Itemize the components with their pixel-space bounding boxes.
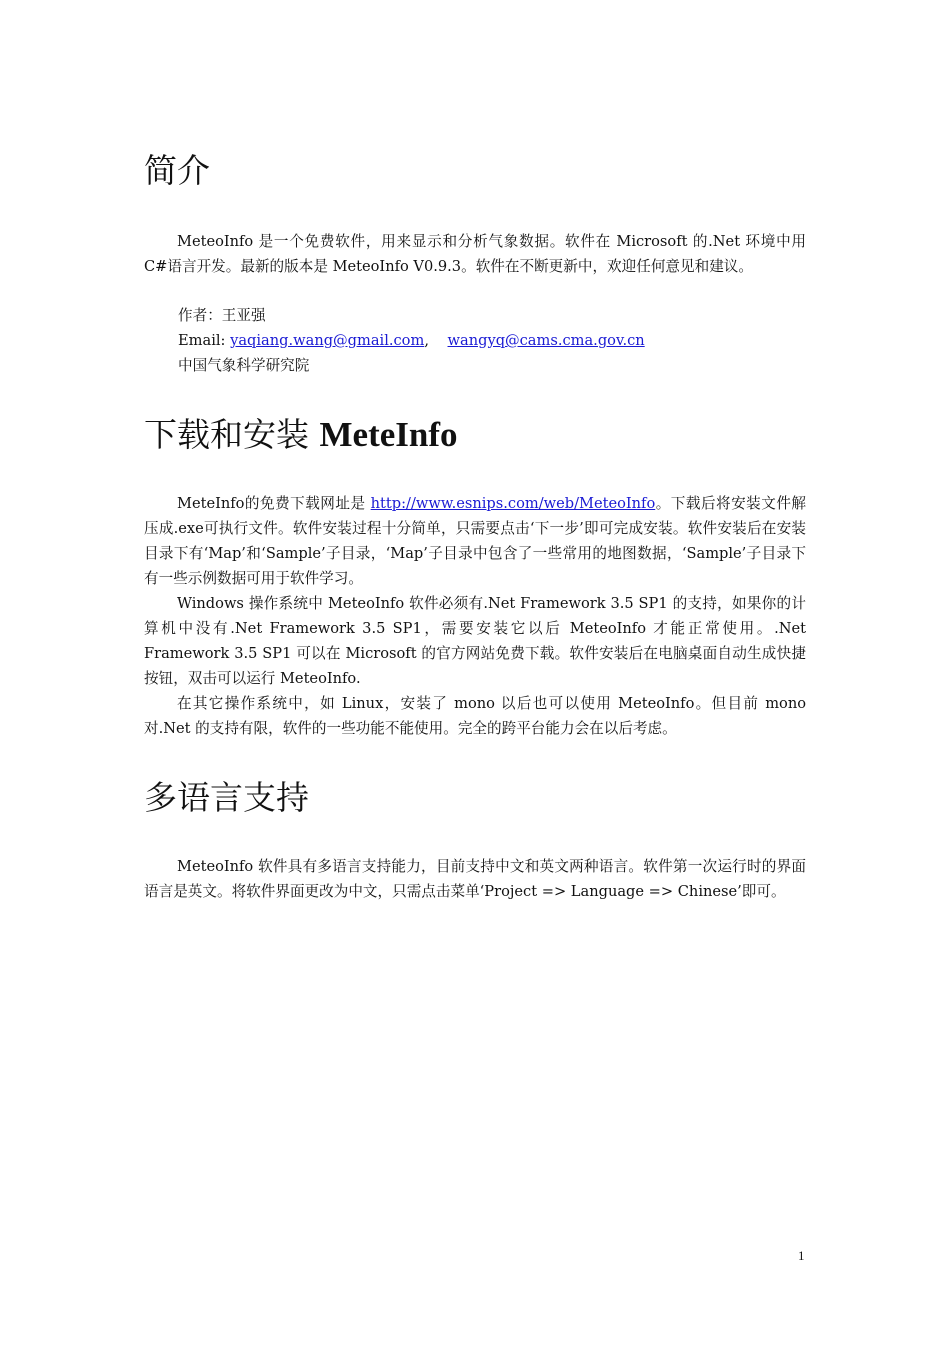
intro-paragraph: MeteoInfo 是一个免费软件，用来显示和分析气象数据。软件在 Microsoft 的.Net 环境中用 C#语言开发。最新的版本是 MeteoInfo V0.9.3。软件在不断更新中，欢迎任何意见和建议。 <box>144 233 806 275</box>
download-text-post: 。下载后将安装文件解压成.exe可执行文件。软件安装过程十分简单，只需要点击‘下一步’即可完成安装。软件安装后在安装目录下有‘Map’和‘Sample’子目录，‘Map’子目录中包含了一些常用的地图数据，‘Sample’子目录下有一些示例数据可用于软件学习。 <box>144 495 806 587</box>
download-text-pre: MeteInfo的免费下载网址是 <box>177 495 371 512</box>
download-paragraph-1 <box>144 491 806 591</box>
download-paragraph-3: 在其它操作系统中，如 Linux，安装了 mono 以后也可以使用 MeteoInfo。但目前 mono 对.Net 的支持有限，软件的一些功能不能使用。完全的跨平台能力会在以后考虑。 <box>144 695 806 737</box>
author-line: 作者：王亚强 <box>178 307 266 324</box>
section-heading-language: 多语言支持 <box>144 778 309 817</box>
language-paragraph: MeteoInfo 软件具有多语言支持能力，目前支持中文和英文两种语言。软件第一次运行时的界面语言是英文。将软件界面更改为中文，只需点击菜单‘Project => Language => Chinese’即可。 <box>144 858 806 900</box>
page-number: 1 <box>798 1248 805 1263</box>
email-link-cams[interactable]: wangyq@cams.cma.gov.cn <box>447 332 645 349</box>
email-line <box>178 328 645 353</box>
section-heading-download <box>144 415 458 455</box>
email-label: Email: <box>178 332 231 349</box>
section-heading-intro: 简介 <box>144 151 210 190</box>
email-separator: , <box>424 332 429 349</box>
heading-download-cn: 下载和安装 <box>144 415 320 454</box>
download-paragraph-2: Windows 操作系统中 MeteoInfo 软件必须有.Net Framework 3.5 SP1 的支持，如果你的计算机中没有.Net Framework 3.5 SP1，需要安装它以后 MeteoInfo 才能正常使用。.Net Framework 3.5 SP1 可以在 Microsoft 的官方网站免费下载。软件安装后在电脑桌面自动生成快捷按钮，双击可以运行 MeteoInfo. <box>144 595 806 687</box>
organization-line: 中国气象科学研究院 <box>178 357 310 374</box>
download-url-link[interactable]: http://www.esnips.com/web/MeteoInfo <box>370 495 656 512</box>
email-link-gmail[interactable]: yaqiang.wang@gmail.com <box>230 332 425 349</box>
heading-download-en: MeteInfo <box>319 415 458 454</box>
